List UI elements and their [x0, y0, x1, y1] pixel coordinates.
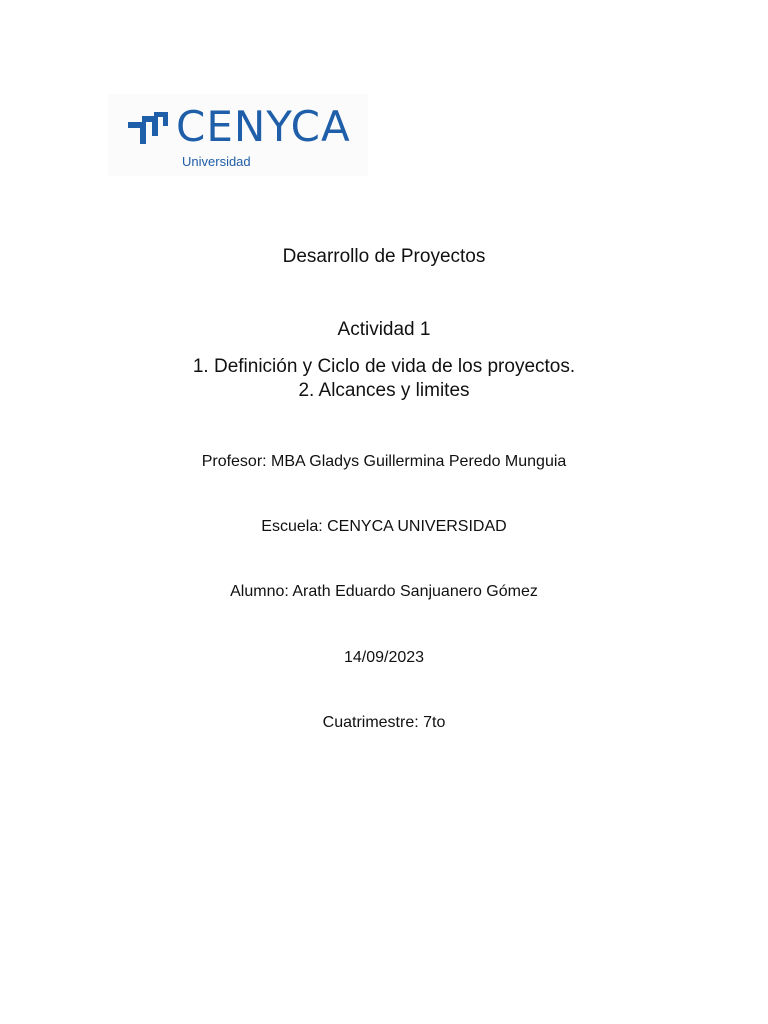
- course-title: Desarrollo de Proyectos: [282, 246, 486, 267]
- logo-subtitle: Universidad: [182, 154, 251, 169]
- term-line: Cuatrimestre: 7to: [322, 714, 446, 731]
- topic-item: 2. Alcances y limites: [298, 380, 470, 401]
- activity-title: Actividad 1: [337, 319, 431, 340]
- school-line: Escuela: CENYCA UNIVERSIDAD: [261, 518, 507, 535]
- professor-line: Profesor: MBA Gladys Guillermina Peredo Munguia: [201, 453, 567, 470]
- student-line: Alumno: Arath Eduardo Sanjuanero Gómez: [230, 583, 538, 600]
- topic-item: 1. Definición y Ciclo de vida de los proyectos.: [192, 356, 576, 377]
- university-logo: [108, 94, 368, 176]
- date-line: 14/09/2023: [343, 649, 425, 666]
- logo-wordmark: CENYCA: [176, 102, 351, 151]
- topics-list: [0, 355, 768, 403]
- cenyca-logo-icon: [128, 112, 172, 152]
